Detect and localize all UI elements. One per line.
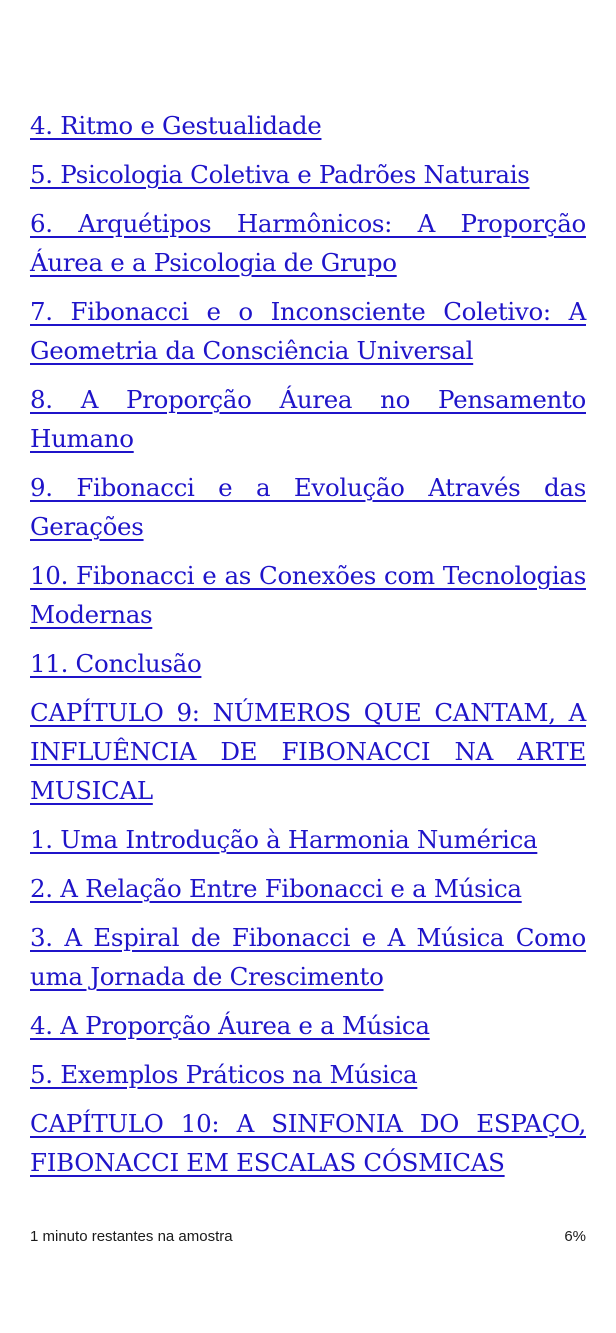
toc-link-pensamento-humano[interactable]: 8. A Proporção Áurea no Pensamento Humano: [30, 385, 586, 453]
toc-link-arquetipos-harmonicos[interactable]: 6. Arquétipos Harmônicos: A Proporção Áurea e a Psicologia de Grupo: [30, 209, 586, 277]
toc-link-harmonia-numerica[interactable]: 1. Uma Introdução à Harmonia Numérica: [30, 825, 538, 854]
toc-link-ritmo-gestualidade[interactable]: 4. Ritmo e Gestualidade: [30, 111, 322, 140]
toc-link-inconsciente-coletivo[interactable]: 7. Fibonacci e o Inconsciente Coletivo: A Geometria da Consciência Universal: [30, 297, 586, 365]
toc-link-conclusao[interactable]: 11. Conclusão: [30, 649, 202, 678]
toc-link-exemplos-praticos[interactable]: 5. Exemplos Práticos na Música: [30, 1060, 418, 1089]
progress-percent: 6%: [564, 1227, 586, 1245]
reading-progress-footer: [30, 1226, 586, 1246]
toc-link-espiral-fibonacci[interactable]: 3. A Espiral de Fibonacci e A Música Como uma Jornada de Crescimento: [30, 923, 586, 991]
toc-link-tecnologias-modernas[interactable]: 10. Fibonacci e as Conexões com Tecnologias Modernas: [30, 561, 586, 629]
toc-link-evolucao-geracoes[interactable]: 9. Fibonacci e a Evolução Através das Gerações: [30, 473, 586, 541]
toc-link-capitulo-10[interactable]: CAPÍTULO 10: A SINFONIA DO ESPAÇO, FIBONACCI EM ESCALAS CÓSMICAS: [30, 1109, 586, 1177]
toc-link-psicologia-coletiva[interactable]: 5. Psicologia Coletiva e Padrões Naturais: [30, 160, 530, 189]
time-remaining-text: 1 minuto restantes na amostra: [30, 1227, 233, 1245]
toc-link-fibonacci-musica[interactable]: 2. A Relação Entre Fibonacci e a Música: [30, 874, 522, 903]
toc-link-proporcao-aurea-musica[interactable]: 4. A Proporção Áurea e a Música: [30, 1011, 430, 1040]
toc-link-capitulo-9[interactable]: CAPÍTULO 9: NÚMEROS QUE CANTAM, A INFLUÊNCIA DE FIBONACCI NA ARTE MUSICAL: [30, 698, 586, 805]
table-of-contents: [30, 106, 586, 1192]
